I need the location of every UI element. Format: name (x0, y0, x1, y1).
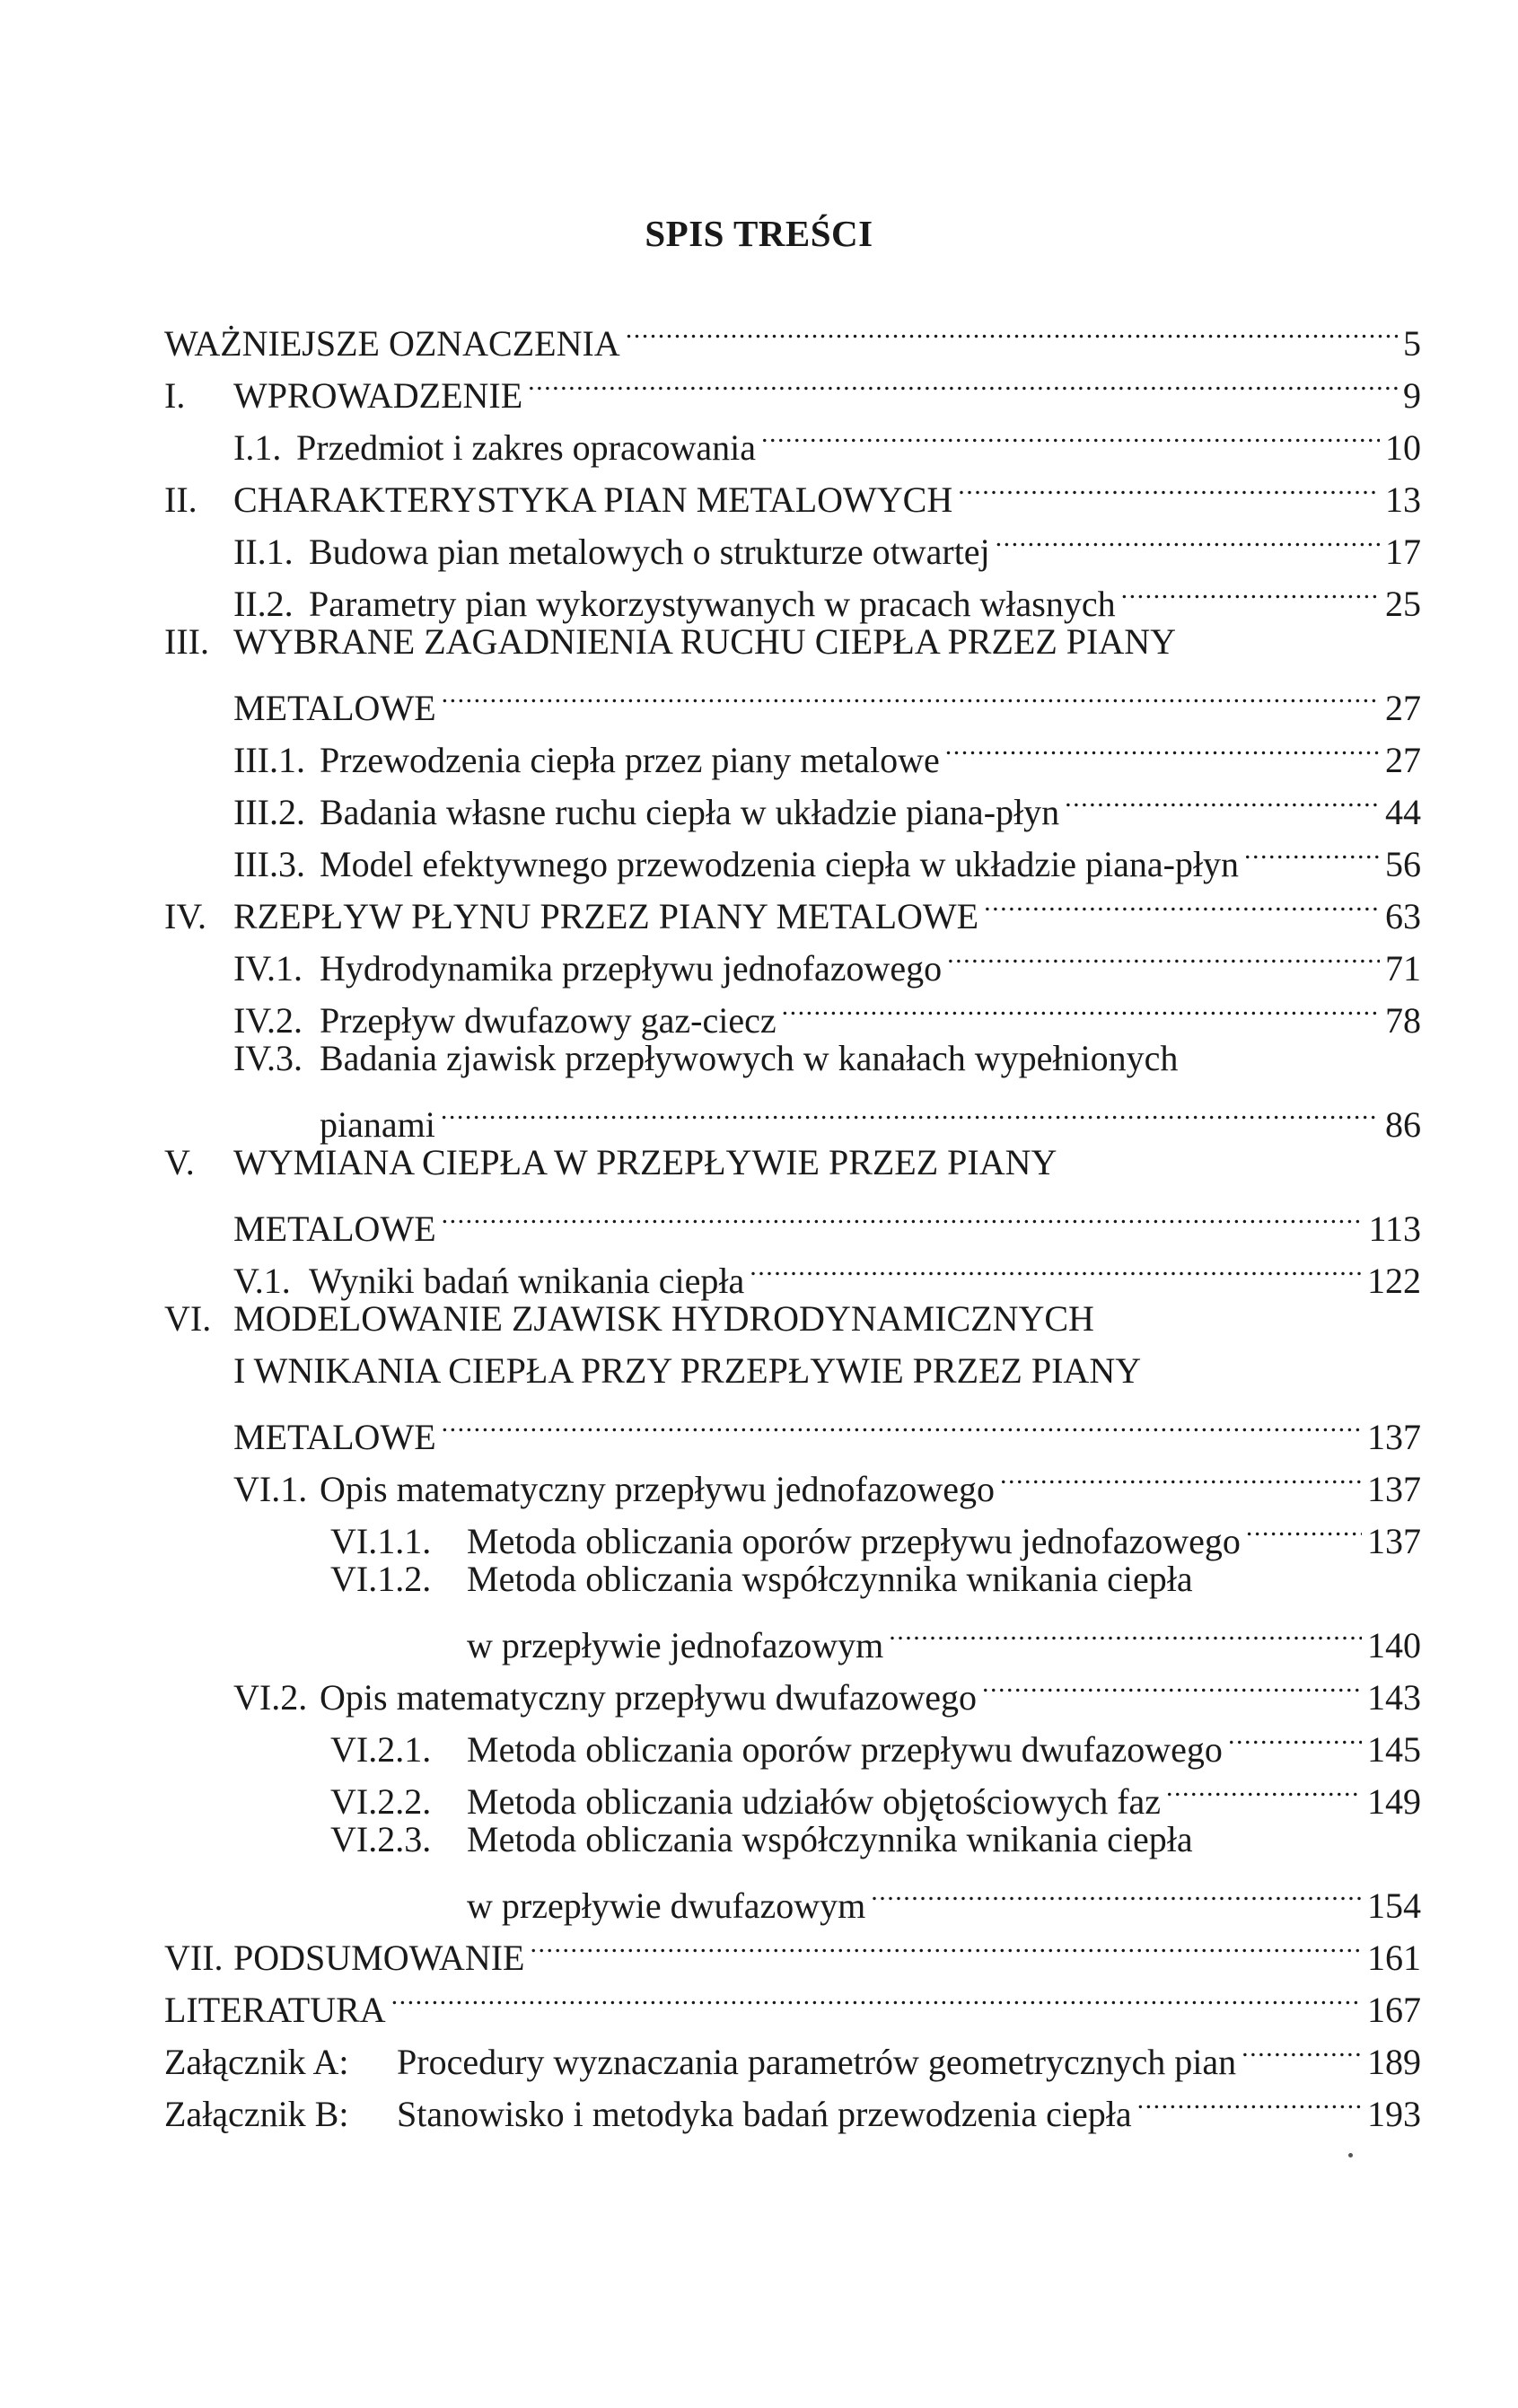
toc-entry-page: 27 (1385, 688, 1421, 728)
toc-entry (164, 356, 1421, 416)
toc-entry-text: w przepływie dwufazowym (467, 1885, 866, 1926)
toc-entry-number: VI.1.1. (330, 1521, 432, 1561)
toc-leader-dots (996, 512, 1380, 564)
toc-entry-page: 137 (1367, 1417, 1421, 1457)
toc-entry-page: 122 (1367, 1261, 1421, 1301)
toc-leader-dots (442, 1189, 1364, 1241)
toc-entry (233, 720, 1421, 780)
toc-entry (233, 928, 1421, 989)
toc-entry (233, 408, 1421, 468)
toc-entry-text: Metoda obliczania udziałów objętościowych faz (467, 1781, 1162, 1822)
toc-entry-page: 63 (1385, 896, 1421, 936)
toc-leader-dots (1121, 564, 1380, 616)
toc-leader-dots (958, 460, 1380, 512)
toc-leader-dots (947, 928, 1380, 980)
toc-entry (233, 1657, 1421, 1718)
toc-entry (233, 824, 1421, 884)
toc-leader-dots (761, 408, 1380, 460)
toc-entry-number: VI.2.1. (330, 1729, 432, 1770)
toc-entry (233, 772, 1421, 832)
toc-entry-number: VI.2.2. (330, 1781, 432, 1822)
toc-leader-dots (530, 1918, 1362, 1970)
toc-entry-page: 167 (1367, 1990, 1421, 2030)
toc-entry-text: Metoda obliczania współczynnika wnikania ciepła (467, 1559, 1193, 1599)
toc-leader-dots (945, 720, 1380, 772)
toc-entry-page: 44 (1385, 792, 1421, 832)
toc-entry-page: 17 (1385, 532, 1421, 572)
toc-entry-number: II.2. (233, 584, 294, 624)
toc-entry (164, 616, 1421, 668)
toc-leader-dots (442, 1397, 1362, 1449)
toc-entry-text: pianami (320, 1104, 435, 1145)
toc-entry (233, 1033, 1421, 1085)
toc-entry-text: Parametry pian wykorzystywanych w pracach własnych (309, 584, 1116, 624)
toc-leader-dots (1166, 1762, 1362, 1814)
toc-entry (164, 1970, 1421, 2030)
toc-title: SPIS TREŚCI (645, 213, 873, 254)
toc-entry-number: Załącznik B: (164, 2094, 349, 2134)
toc-entry-text: METALOWE (233, 1417, 436, 1457)
toc-entry (164, 1137, 1421, 1189)
toc-entry-page: 78 (1385, 1000, 1421, 1041)
toc-entry (233, 1397, 1421, 1457)
toc-entry-text: Budowa pian metalowych o strukturze otwartej (309, 532, 990, 572)
toc-entry-number: III.2. (233, 792, 305, 832)
toc-entry-page: 137 (1367, 1469, 1421, 1509)
toc-entry (164, 2022, 1421, 2082)
toc-entry-number: III. (164, 621, 209, 662)
toc-entry-number: VI.1.2. (330, 1559, 432, 1599)
toc-entry-text: WYMIANA CIEPŁA W PRZEPŁYWIE PRZEZ PIANY (233, 1142, 1057, 1182)
toc-entry (330, 1814, 1421, 1866)
toc-entry (330, 1501, 1421, 1561)
toc-entry (164, 460, 1421, 520)
toc-entry-number: Załącznik A: (164, 2042, 349, 2082)
toc-entry-number: VI. (164, 1298, 212, 1339)
toc-leader-dots (442, 668, 1380, 720)
toc-leader-dots (750, 1241, 1362, 1293)
toc-entry-number: IV.1. (233, 948, 303, 989)
toc-entry-text: w przepływie jednofazowym (467, 1625, 884, 1665)
toc-entry-text: I WNIKANIA CIEPŁA PRZY PRZEPŁYWIE PRZEZ PIANY (233, 1350, 1142, 1391)
toc-entry-page: 10 (1385, 427, 1421, 468)
toc-entry-text: Przedmiot i zakres opracowania (296, 427, 757, 468)
toc-entry-number: V. (164, 1142, 195, 1182)
toc-entry (233, 1189, 1421, 1249)
toc-entry (164, 303, 1421, 364)
toc-entry-number: VII. (164, 1938, 224, 1978)
toc-entry (233, 980, 1421, 1041)
toc-entry-text: Badania zjawisk przepływowych w kanałach wypełnionych (320, 1038, 1179, 1078)
toc-entry-text: MODELOWANIE ZJAWISK HYDRODYNAMICZNYCH (233, 1298, 1094, 1339)
toc-entry (164, 1293, 1421, 1345)
toc-leader-dots (982, 1657, 1362, 1709)
toc-entry-text: PODSUMOWANIE (233, 1938, 525, 1978)
toc-entry-page: 143 (1367, 1677, 1421, 1718)
toc-leader-dots (441, 1085, 1380, 1137)
toc-entry-text: Metoda obliczania współczynnika wnikania ciepła (467, 1819, 1193, 1859)
toc-entry-page: 27 (1385, 740, 1421, 780)
toc-entry-page: 161 (1367, 1938, 1421, 1978)
toc-entry-text: WYBRANE ZAGADNIENIA RUCHU CIEPŁA PRZEZ PIANY (233, 621, 1176, 662)
toc-leader-dots (1246, 1501, 1362, 1553)
toc-entry-page: 145 (1367, 1729, 1421, 1770)
toc-leader-dots (1065, 772, 1380, 824)
toc-entry-page: 71 (1385, 948, 1421, 989)
toc-leader-dots (1244, 824, 1380, 876)
toc-entry (467, 1605, 1421, 1665)
toc-entry-text: METALOWE (233, 688, 436, 728)
toc-entry (233, 1345, 1421, 1397)
toc-entry (233, 668, 1421, 728)
toc-entry-text: Wyniki badań wnikania ciepła (309, 1261, 745, 1301)
toc-entry (330, 1553, 1421, 1605)
toc-entry-page: 113 (1368, 1208, 1421, 1249)
toc-entry-text: Stanowisko i metodyka badań przewodzenia ciepła (397, 2094, 1132, 2134)
toc-entry-page: 140 (1367, 1625, 1421, 1665)
toc-entry-page: 5 (1403, 323, 1421, 364)
toc-leader-dots (528, 356, 1398, 408)
toc-leader-dots (984, 876, 1380, 928)
toc-entry-page: 137 (1367, 1521, 1421, 1561)
toc-entry-number: II. (164, 479, 197, 520)
toc-leader-dots (1137, 2074, 1362, 2126)
toc-leader-dots (1228, 1709, 1362, 1762)
toc-entry (164, 876, 1421, 936)
toc-entry-number: VI.2. (233, 1677, 308, 1718)
toc-leader-dots (1000, 1449, 1362, 1501)
toc-entry-text: LITERATURA (164, 1990, 386, 2030)
toc-entry-text: CHARAKTERYSTYKA PIAN METALOWYCH (233, 479, 953, 520)
toc-entry-page: 13 (1385, 479, 1421, 520)
toc-entry-page: 25 (1385, 584, 1421, 624)
toc-entry-text: Metoda obliczania oporów przepływu dwufazowego (467, 1729, 1223, 1770)
toc-entry (164, 2074, 1421, 2134)
toc-entry (330, 1709, 1421, 1770)
toc-entry-page: 193 (1367, 2094, 1421, 2134)
toc-entry-number: I.1. (233, 427, 282, 468)
toc-entry-number: II.1. (233, 532, 294, 572)
toc-entry-text: Opis matematyczny przepływu jednofazowego (320, 1469, 995, 1509)
toc-entry-text: WPROWADZENIE (233, 375, 523, 416)
toc-entry (233, 1241, 1421, 1301)
toc-entry-text: Hydrodynamika przepływu jednofazowego (320, 948, 943, 989)
toc-entry-text: RZEPŁYW PŁYNU PRZEZ PIANY METALOWE (233, 896, 979, 936)
toc-entry-text: Metoda obliczania oporów przepływu jednofazowego (467, 1521, 1241, 1561)
scan-speck (1348, 2153, 1353, 2158)
toc-entry-number: IV. (164, 896, 207, 936)
toc-entry-number: VI.2.3. (330, 1819, 432, 1859)
toc-leader-dots (871, 1866, 1362, 1918)
toc-leader-dots (626, 303, 1398, 356)
toc-entry (164, 1918, 1421, 1978)
toc-entry-text: Procedury wyznaczania parametrów geometrycznych pian (397, 2042, 1237, 2082)
toc-entry-page: 149 (1367, 1781, 1421, 1822)
toc-leader-dots (391, 1970, 1362, 2022)
toc-entry (467, 1866, 1421, 1926)
toc-entry-text: Model efektywnego przewodzenia ciepła w układzie piana-płyn (320, 844, 1240, 884)
toc-entry-text: Przepływ dwufazowy gaz-ciecz (320, 1000, 777, 1041)
toc-leader-dots (1242, 2022, 1362, 2074)
toc-entry-text: METALOWE (233, 1208, 436, 1249)
toc-entry (233, 1449, 1421, 1509)
toc-entry-page: 56 (1385, 844, 1421, 884)
toc-entry-page: 189 (1367, 2042, 1421, 2082)
toc-entry (330, 1762, 1421, 1822)
toc-entry-number: I. (164, 375, 186, 416)
toc-entry (233, 512, 1421, 572)
toc-entry-number: V.1. (233, 1261, 291, 1301)
toc-leader-dots (782, 980, 1380, 1033)
toc-entry-number: III.3. (233, 844, 305, 884)
toc-entry-text: Opis matematyczny przepływu dwufazowego (320, 1677, 977, 1718)
toc-entry-page: 86 (1385, 1104, 1421, 1145)
toc-leader-dots (889, 1605, 1362, 1657)
toc-entry (233, 564, 1421, 624)
toc-entry (320, 1085, 1421, 1145)
toc-entry-number: VI.1. (233, 1469, 308, 1509)
toc-entry-number: IV.3. (233, 1038, 303, 1078)
toc-entry-page: 154 (1367, 1885, 1421, 1926)
toc-entry-page: 9 (1403, 375, 1421, 416)
toc-entry-text: WAŻNIEJSZE OZNACZENIA (164, 323, 620, 364)
toc-entry-number: III.1. (233, 740, 305, 780)
toc-entry-text: Przewodzenia ciepła przez piany metalowe (320, 740, 940, 780)
toc-entry-number: IV.2. (233, 1000, 303, 1041)
toc-entry-text: Badania własne ruchu ciepła w układzie piana-płyn (320, 792, 1060, 832)
